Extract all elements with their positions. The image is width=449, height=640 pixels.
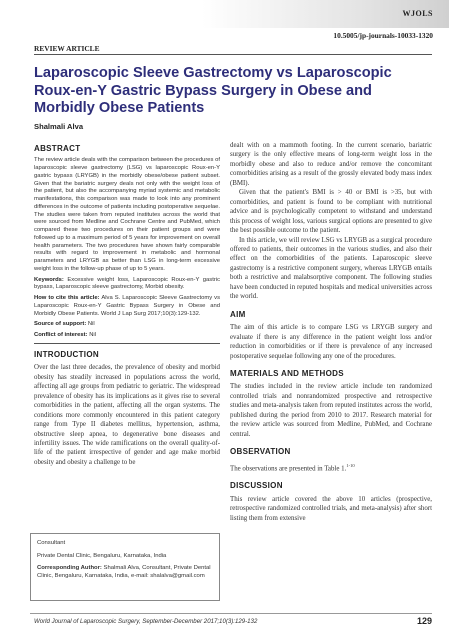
aim-heading: AIM bbox=[230, 309, 246, 319]
cite-text[interactable]: Alva S. Laparoscopic Sleeve Gastrectomy vs Laparoscopic Roux-en-Y Gastric Bypass Surgery in Obese and Morbidly Obese Patients. World J Lap Surg 2017;10(3):129-132. bbox=[34, 295, 220, 317]
observation-text: The observations are presented in Table 1. bbox=[230, 464, 347, 472]
methods-body: The studies included in the review article include ten randomized controlled trials and nonrandomized prospective and retrospective studies and meta-analysis taken from reputed institutes across the world, published during the period from 2010 to 2017. Research material for the review article was sourced from Medline, PubMed, and Cochrane central. bbox=[230, 383, 432, 438]
reference-superscript[interactable]: 1-10 bbox=[346, 462, 355, 468]
aim-body: The aim of this article is to compare LSG vs LRYGB surgery and evaluate if there is any difference in the patient weight loss and/or reduction in comorbidities or if there is prevalence of any increased postoperative sequelae following any one of the procedures. bbox=[230, 324, 432, 360]
paragraph: dealt with on a mammoth footing. In the current scenario, bariatric surgery is the only effective means of long-term weight loss in the morbidly obese and also to reduce and/or remove the concomitant comorbidities arising as a result of the grossly elevated body mass index (BMI). bbox=[230, 142, 432, 187]
right-column bbox=[230, 141, 432, 523]
header-band bbox=[0, 0, 449, 28]
discussion-body: This review article covered the above 10 articles (prospective, retrospective randomized controlled trials, and meta-analysis) after short listing them from extensive bbox=[230, 495, 432, 522]
abstract-divider bbox=[34, 343, 220, 344]
discussion-heading: DISCUSSION bbox=[230, 481, 283, 491]
corresponding-text[interactable]: Shalmali Alva, Consultant, Private Dental Clinic, Bengaluru, Karnataka, India, e-mail: shalalva@gmail.com bbox=[37, 565, 211, 579]
spacer bbox=[230, 439, 432, 447]
observation-heading: OBSERVATION bbox=[230, 447, 291, 457]
page-footer bbox=[30, 613, 432, 631]
footer-divider bbox=[30, 613, 432, 614]
keywords-text: Excessive weight loss, Laparoscopic Roux-en-Y gastric bypass, Laparoscopic sleeve gastrectomy, Morbid obesity. bbox=[34, 276, 220, 291]
spacer bbox=[230, 473, 432, 481]
footer-citation: World Journal of Laparoscopic Surgery, September-December 2017;10(3):129-132 bbox=[34, 618, 258, 625]
abstract bbox=[34, 157, 220, 340]
source-label: Source of support: bbox=[34, 321, 87, 328]
conflict-of-interest bbox=[34, 332, 220, 340]
citation-block bbox=[34, 295, 220, 318]
methods-heading: MATERIALS AND METHODS bbox=[230, 368, 344, 378]
left-column bbox=[34, 144, 220, 467]
source-value: Nil bbox=[87, 321, 95, 328]
abstract-heading: ABSTRACT bbox=[34, 144, 81, 153]
paragraph: Given that the patient's BMI is > 40 or BMI is >35, but with comorbidities, and patient is found to be compliant with nutritional advice and is psychologically competent to withstand and understand this process of weight loss, various surgical options are presented to give the best possible outcome to the patient. bbox=[230, 189, 432, 235]
introduction-body: Over the last three decades, the prevalence of obesity and morbid obesity has steadily increased in populations across the world, affecting all age groups from pediatric to geriatric. The widespread prevalence of obesity has its implications as it gives rise to several comorbidities in the patient, affecting all the organ systems. The conditions more commonly encountered in this patient category range from Type II diabetes mellitus, hypertension, asthma, obstructive sleep apnea, to degenerative bone diseases and infertility issues. The wide ramifications on the overall quality-of-life of the patient irrespective of gender and age make morbid obesity and obesity a challenge to be bbox=[34, 364, 220, 466]
article-type: REVIEW ARTICLE bbox=[34, 44, 100, 53]
observation-body bbox=[230, 461, 432, 474]
conflict-value: Nil bbox=[89, 332, 97, 339]
title-line: Roux-en-Y Gastric Bypass Surgery in Obese and bbox=[34, 82, 372, 99]
introduction-heading: INTRODUCTION bbox=[34, 349, 99, 359]
author-footnote bbox=[30, 533, 220, 601]
abstract-body: The review article deals with the comparison between the procedures of laparoscopic sleeve gastrectomy (LSG) vs laparoscopic Roux-en-Y gastric bypass (LRYGB) in the morbidly obese/obese patient subset. Given that the bariatric surgery deals not only with the weight loss of the patient, but also the accompanying myriad systemic and metabolic manifestations, this comparison was made to look into any prominent differences in the outcome of patients including postoperative sequelae. The studies were taken from reputed institutes across the world that were sourced from Medline and Cochrane Centre and PubMed, which compared these two procedures on their patient groups and were followed up to a maximum period of 5 years for improvement on overall health parameters. The two procedures have shown fairly comparable results with regard to improvement in metabolic and hormonal parameters and LRYGB as better than LSG in long-term excessive weight loss in the follow-up phase of up to 5 years. bbox=[34, 157, 220, 272]
paragraph: In this article, we will review LSG vs LRYGB as a surgical procedure offered to patients, their outcomes in the various studies, and also their effect on the comorbidities of the patients. Laparoscopic sleeve gastrectomy is a restrictive component surgery, whereas LRYGB entails both a restrictive and malabsorptive component. The following studies have been conducted in reputed hospitals and medical universities across the world. bbox=[230, 236, 432, 301]
page-number: 129 bbox=[416, 616, 432, 626]
author-role: Consultant bbox=[37, 540, 66, 546]
corresponding-label: Corresponding Author: bbox=[37, 565, 102, 572]
keywords bbox=[34, 277, 220, 293]
source-of-support bbox=[34, 321, 220, 329]
divider bbox=[34, 54, 432, 55]
title-line: Morbidly Obese Patients bbox=[34, 100, 205, 117]
author-name: Shalmali Alva bbox=[34, 122, 84, 131]
corresponding-author bbox=[37, 565, 219, 580]
author-affiliation: Private Dental Clinic, Bengaluru, Karnataka, India bbox=[37, 552, 167, 559]
title-line: Laparoscopic Sleeve Gastrectomy vs Laparoscopic bbox=[34, 65, 392, 81]
spacer bbox=[230, 361, 432, 369]
article-title bbox=[34, 65, 434, 118]
doi[interactable]: 10.5005/jp-journals-10033-1320 bbox=[333, 31, 433, 40]
spacer bbox=[230, 302, 432, 310]
conflict-label: Conflict of interest: bbox=[34, 332, 88, 339]
journal-abbrev: WJOLS bbox=[402, 9, 433, 18]
keywords-label: Keywords: bbox=[34, 276, 64, 283]
cite-label: How to cite this article: bbox=[34, 295, 100, 302]
